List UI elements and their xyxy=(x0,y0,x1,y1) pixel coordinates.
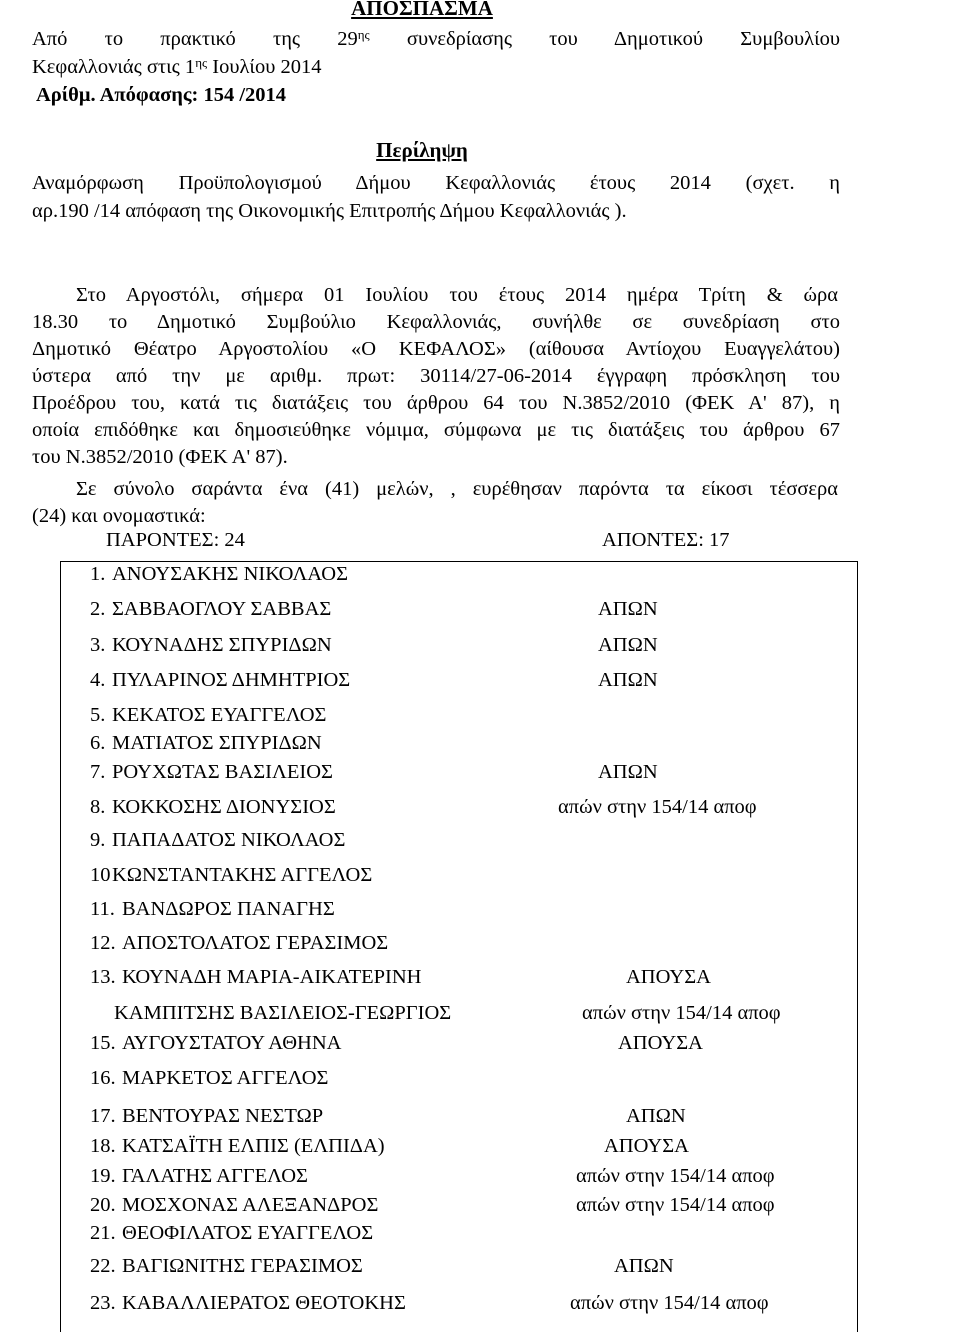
member-number: 8. xyxy=(90,796,106,818)
member-status: απών στην 154/14 αποφ xyxy=(576,1165,775,1187)
body-p1-line-5: Προέδρου του, κατά τις διατάξεις του άρθρου 64 του Ν.3852/2010 (ΦΕΚ Α' 87), η xyxy=(32,392,840,414)
member-status: ΑΠΩΝ xyxy=(626,1105,686,1127)
member-number: 7. xyxy=(90,761,106,783)
body-p1-line-2: 18.30 το Δημοτικό Συμβούλιο Κεφαλλονιάς, συνήλθε σε συνεδρίαση στο xyxy=(32,311,840,333)
member-name: ΜΑΤΙΑΤΟΣ ΣΠΥΡΙΔΩΝ xyxy=(112,732,322,754)
member-status: ΑΠΟΥΣΑ xyxy=(604,1135,689,1157)
member-row xyxy=(90,1255,363,1278)
header-line-1-b: συνεδρίασης του Δημοτικού Συμβουλίου xyxy=(406,28,840,50)
header-line-2-sup: ης xyxy=(195,55,208,70)
member-number: 17. xyxy=(90,1105,116,1127)
member-status: ΑΠΩΝ xyxy=(614,1255,674,1277)
body-p2-line-1: Σε σύνολο σαράντα ένα (41) μελών, , ευρέθησαν παρόντα τα είκοσι τέσσερα xyxy=(76,478,838,500)
member-row xyxy=(90,1105,323,1128)
member-name: ΜΑΡΚΕΤΟΣ ΑΓΓΕΛΟΣ xyxy=(122,1067,329,1089)
member-name: ΑΠΟΣΤΟΛΑΤΟΣ ΓΕΡΑΣΙΜΟΣ xyxy=(122,932,389,954)
member-number: 18. xyxy=(90,1135,116,1157)
member-name: ΘΕΟΦΙΛΑΤΟΣ ΕΥΑΓΓΕΛΟΣ xyxy=(122,1222,374,1244)
member-number: 5. xyxy=(90,704,106,726)
member-name: ΚΕΚΑΤΟΣ ΕΥΑΓΓΕΛΟΣ xyxy=(112,704,327,726)
member-number: 20. xyxy=(90,1194,116,1216)
body-p1-line-1: Στο Αργοστόλι, σήμερα 01 Ιουλίου του έτους 2014 ημέρα Τρίτη & ώρα xyxy=(76,284,838,306)
body-p1-line-4: ύστερα από την με αριθμ. πρωτ: 30114/27-06-2014 έγγραφη πρόσκληση του xyxy=(32,365,840,387)
member-name: ΠΥΛΑΡΙΝΟΣ ΔΗΜΗΤΡΙΟΣ xyxy=(112,669,351,691)
member-status: ΑΠΟΥΣΑ xyxy=(626,966,711,988)
member-row xyxy=(90,1292,406,1315)
summary-heading: Περίληψη xyxy=(376,138,468,162)
member-name: ΚΟΥΝΑΔΗ ΜΑΡΙΑ-ΑΙΚΑΤΕΡΙΝΗ xyxy=(122,966,422,988)
member-number: 16. xyxy=(90,1067,116,1089)
member-number: 12. xyxy=(90,932,116,954)
summary-line-2: αρ.190 /14 απόφαση της Οικονομικής Επιτροπής Δήμου Κεφαλλονιάς ). xyxy=(32,200,627,222)
member-row xyxy=(90,704,326,727)
member-name: ΑΝΟΥΣΑΚΗΣ ΝΙΚΟΛΑΟΣ xyxy=(112,563,349,585)
present-count: ΠΑΡΟΝΤΕΣ: 24 xyxy=(106,529,245,551)
member-name: ΓΑΛΑΤΗΣ ΑΓΓΕΛΟΣ xyxy=(122,1165,308,1187)
member-name: ΚΑΒΑΛΛΙΕΡΑΤΟΣ ΘΕΟΤΟΚΗΣ xyxy=(122,1292,406,1314)
member-number: 19. xyxy=(90,1165,116,1187)
member-row xyxy=(90,1165,308,1188)
member-name: ΚΑΜΠΙΤΣΗΣ ΒΑΣΙΛΕΙΟΣ-ΓΕΩΡΓΙΟΣ xyxy=(114,1002,452,1024)
member-row xyxy=(90,898,335,921)
member-status: απών στην 154/14 αποφ xyxy=(570,1292,769,1314)
member-row xyxy=(90,598,331,621)
member-number: 22. xyxy=(90,1255,116,1277)
member-number: 11. xyxy=(90,898,115,920)
member-row xyxy=(90,634,332,657)
member-row xyxy=(90,563,348,586)
member-status: ΑΠΩΝ xyxy=(598,761,658,783)
member-name: ΣΑΒΒΑΟΓΛΟΥ ΣΑΒΒΑΣ xyxy=(112,598,332,620)
member-row xyxy=(90,761,333,784)
body-p2-line-2: (24) και ονομαστικά: xyxy=(32,505,206,527)
member-row xyxy=(114,1002,451,1025)
member-row xyxy=(90,732,322,755)
member-name: ΚΑΤΣΑΪΤΗ ΕΛΠΙΣ (ΕΛΠΙΔΑ) xyxy=(122,1135,385,1157)
member-number: 1. xyxy=(90,563,106,585)
member-number: 10 xyxy=(90,864,111,886)
header-line-1-sup: ης xyxy=(357,27,370,42)
member-row xyxy=(90,864,372,887)
member-name: ΒΑΓΙΩΝΙΤΗΣ ΓΕΡΑΣΙΜΟΣ xyxy=(122,1255,363,1277)
header-line-1-a: Από το πρακτικό της 29 xyxy=(32,28,358,50)
member-name: ΒΑΝΔΩΡΟΣ ΠΑΝΑΓΗΣ xyxy=(122,898,335,920)
member-name: ΠΑΠΑΔΑΤΟΣ ΝΙΚΟΛΑΟΣ xyxy=(112,829,346,851)
member-row xyxy=(90,796,336,819)
member-name: ΡΟΥΧΩΤΑΣ ΒΑΣΙΛΕΙΟΣ xyxy=(112,761,333,783)
body-p1-line-6: οποία επιδόθηκε και δημοσιεύθηκε νόμιμα, σύμφωνα με τις διατάξεις του άρθρου 67 xyxy=(32,419,840,441)
member-number: 2. xyxy=(90,598,106,620)
member-row xyxy=(90,829,345,852)
summary-line-1: Αναμόρφωση Προϋπολογισμού Δήμου Κεφαλλονιάς έτους 2014 (σχετ. η xyxy=(32,172,840,194)
member-number: 13. xyxy=(90,966,116,988)
member-name: ΚΟΚΚΟΣΗΣ ΔΙΟΝΥΣΙΟΣ xyxy=(112,796,336,818)
header-line-2-a: Κεφαλλονιάς στις 1 xyxy=(32,56,196,78)
member-status: ΑΠΟΥΣΑ xyxy=(618,1032,703,1054)
member-status: ΑΠΩΝ xyxy=(598,634,658,656)
member-row xyxy=(90,1135,385,1158)
member-status: απών στην 154/14 αποφ xyxy=(576,1194,775,1216)
member-row xyxy=(90,932,388,955)
member-row xyxy=(90,966,421,989)
member-row xyxy=(90,1222,373,1245)
member-status: ΑΠΩΝ xyxy=(598,598,658,620)
member-name: ΜΟΣΧΟΝΑΣ ΑΛΕΞΑΝΔΡΟΣ xyxy=(122,1194,379,1216)
member-row xyxy=(90,1032,341,1055)
member-name: ΚΩΝΣΤΑΝΤΑΚΗΣ ΑΓΓΕΛΟΣ xyxy=(112,864,373,886)
member-number: 21. xyxy=(90,1222,116,1244)
body-p1-line-7: του Ν.3852/2010 (ΦΕΚ Α' 87). xyxy=(32,446,288,468)
header-line-2 xyxy=(32,54,840,80)
member-number: 15. xyxy=(90,1032,116,1054)
member-number: 9. xyxy=(90,829,106,851)
member-number: 3. xyxy=(90,634,106,656)
member-name: ΒΕΝΤΟΥΡΑΣ ΝΕΣΤΩΡ xyxy=(122,1105,324,1127)
member-status: απών στην 154/14 αποφ xyxy=(582,1002,781,1024)
absent-count: ΑΠΟΝΤΕΣ: 17 xyxy=(602,529,730,551)
header-line-1 xyxy=(32,26,840,52)
member-status: ΑΠΩΝ xyxy=(598,669,658,691)
member-number: 23. xyxy=(90,1292,116,1314)
member-row xyxy=(90,669,350,692)
member-status: απών στην 154/14 αποφ xyxy=(558,796,757,818)
document-title: ΑΠΟΣΠΑΣΜΑ xyxy=(351,0,493,20)
header-line-2-b: Ιουλίου 2014 xyxy=(212,56,322,78)
member-name: ΚΟΥΝΑΔΗΣ ΣΠΥΡΙΔΩΝ xyxy=(112,634,332,656)
member-row xyxy=(90,1194,378,1217)
decision-number: Αρίθμ. Απόφασης: 154 /2014 xyxy=(36,84,287,106)
member-name: ΑΥΓΟΥΣΤΑΤΟΥ ΑΘΗΝΑ xyxy=(122,1032,342,1054)
member-number: 4. xyxy=(90,669,106,691)
body-p1-line-3: Δημοτικό Θέατρο Αργοστολίου «Ο ΚΕΦΑΛΟΣ» (αίθουσα Αντίοχου Ευαγγελάτου) xyxy=(32,338,840,360)
member-row xyxy=(90,1067,328,1090)
member-number: 6. xyxy=(90,732,106,754)
